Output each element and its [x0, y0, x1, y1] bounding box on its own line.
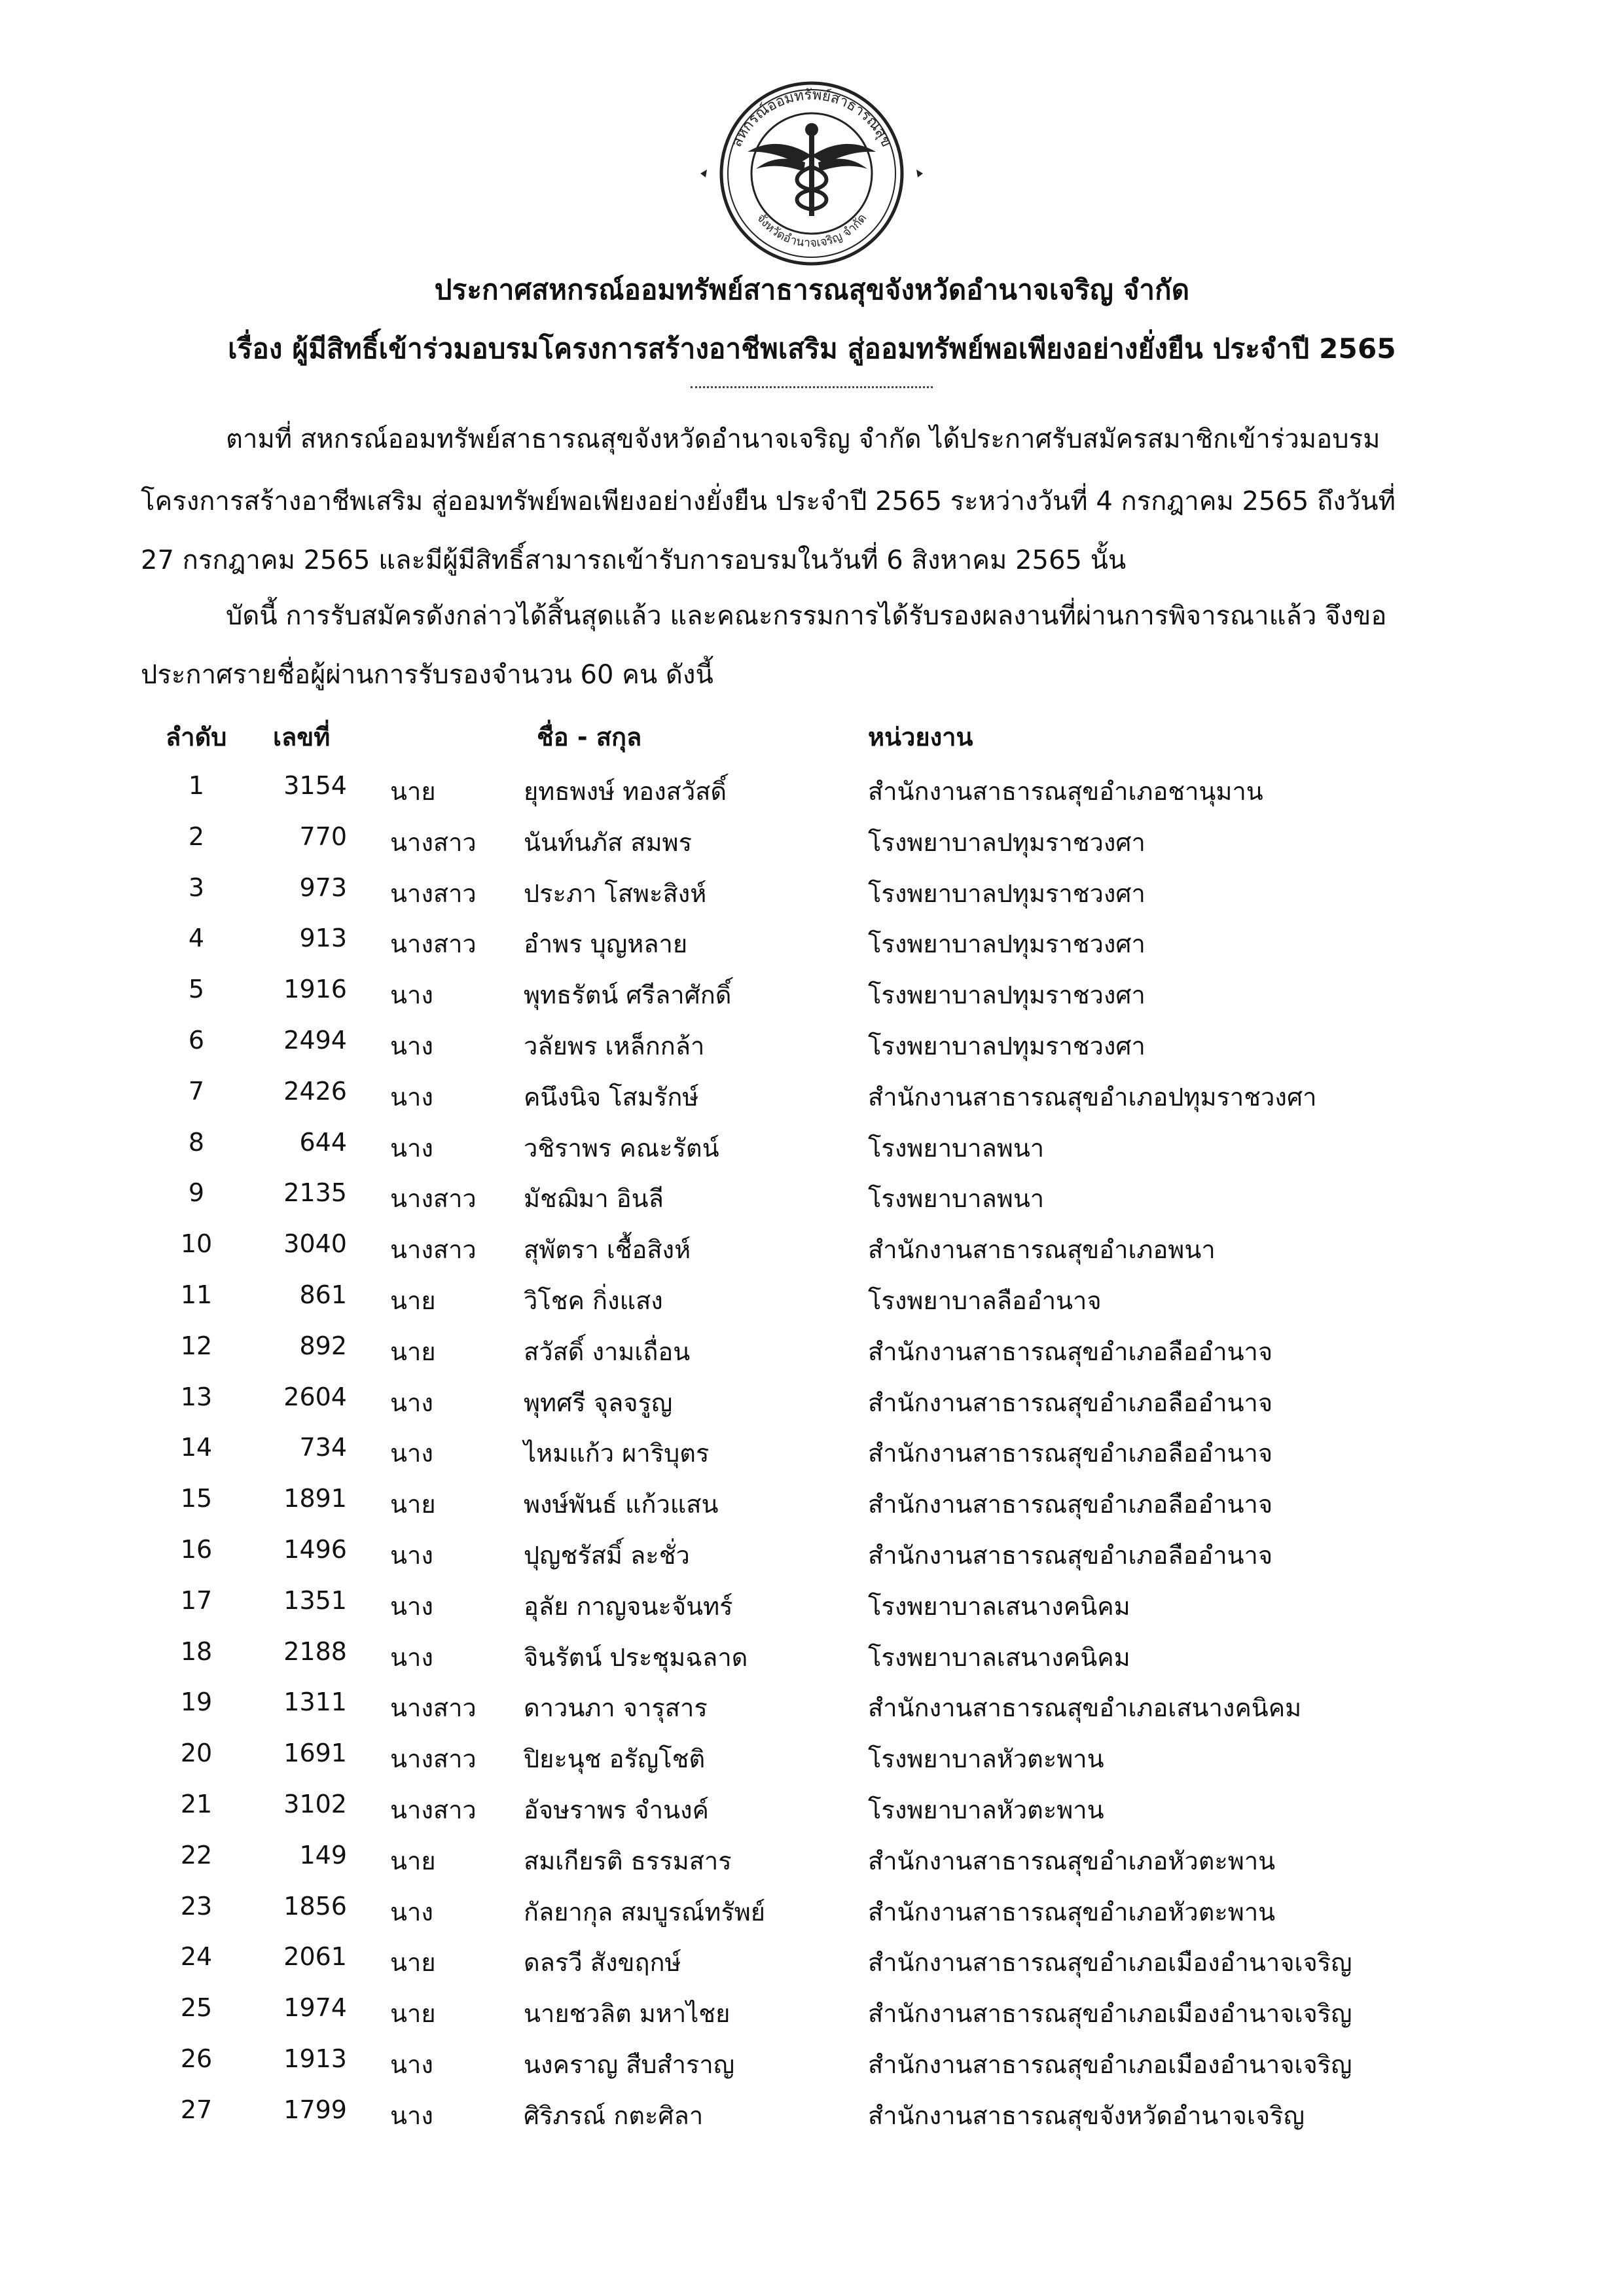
row-name: ดลรวี สังขฤกษ์ [524, 1948, 681, 1978]
row-title: นาง [390, 1897, 433, 1926]
row-title: นางสาว [390, 1744, 477, 1774]
cooperative-seal-icon [674, 79, 949, 268]
row-id: 861 [299, 1280, 347, 1309]
header-seq: ลำดับ [166, 723, 227, 751]
table-row [0, 822, 1624, 873]
row-title: นาย [390, 1337, 436, 1366]
row-seq: 5 [188, 975, 205, 1004]
row-unit: สำนักงานสาธารณสุขอำเภอเมืองอำนาจเจริญ [868, 1999, 1352, 2029]
row-name: กัลยากุล สมบูรณ์ทรัพย์ [524, 1897, 766, 1926]
row-id: 1496 [283, 1535, 347, 1564]
row-name: จินรัตน์ ประชุมฉลาด [524, 1642, 748, 1672]
row-id: 1974 [283, 1993, 347, 2023]
row-title: นางสาว [390, 1693, 477, 1723]
row-seq: 26 [180, 2044, 213, 2073]
row-unit: สำนักงานสาธารณสุขอำเภอหัวตะพาน [868, 1846, 1276, 1875]
paragraph-2-line-1: บัดนี้ การรับสมัครดังกล่าวได้สิ้นสุดแล้ว และคณะกรรมการได้รับรองผลงานที่ผ่านการพิจารณาแล้ว จึงขอ [226, 601, 1387, 631]
table-row [0, 1077, 1624, 1128]
row-name: คนึงนิจ โสมรักษ์ [524, 1082, 699, 1111]
seal-top-text: สหกรณ์ออมทรัพย์สาธารณสุข [729, 86, 895, 150]
row-title: นางสาว [390, 1796, 477, 1824]
row-unit: โรงพยาบาลพนา [868, 1133, 1045, 1163]
table-row [0, 1280, 1624, 1331]
row-name: สวัสดิ์ งามเถื่อน [524, 1337, 691, 1366]
row-id: 2494 [283, 1026, 347, 1055]
row-name: ดาวนภา จารุสาร [524, 1693, 708, 1723]
row-title: นาย [390, 1286, 436, 1315]
table-row [0, 1229, 1624, 1280]
row-name: อัจษราพร จำนงค์ [524, 1796, 709, 1824]
table-row [0, 975, 1624, 1026]
table-row [0, 873, 1624, 924]
row-seq: 17 [180, 1585, 213, 1615]
row-name: พุทศรี จุลจรูญ [524, 1388, 673, 1417]
row-name: นงคราญ สืบสำราญ [524, 2050, 735, 2079]
row-id: 1913 [283, 2044, 347, 2073]
row-id: 2061 [283, 1942, 347, 1972]
row-id: 2604 [283, 1382, 347, 1411]
row-id: 3040 [283, 1229, 347, 1259]
row-unit: โรงพยาบาลปทุมราชวงศา [868, 981, 1146, 1010]
row-id: 1799 [283, 2095, 347, 2124]
row-id: 2135 [283, 1178, 347, 1208]
row-seq: 20 [180, 1739, 213, 1768]
table-row [0, 1178, 1624, 1229]
table-row [0, 1739, 1624, 1790]
row-title: นาง [390, 1439, 433, 1468]
row-id: 1311 [283, 1688, 347, 1717]
row-name: ศิริภรณ์ กตะศิลา [524, 2101, 704, 2130]
row-id: 734 [299, 1433, 347, 1462]
row-unit: สำนักงานสาธารณสุขอำเภอลืออำนาจ [868, 1337, 1273, 1366]
row-id: 2188 [283, 1636, 347, 1666]
row-seq: 12 [180, 1331, 213, 1360]
row-seq: 2 [188, 822, 205, 851]
table-row [0, 1382, 1624, 1434]
row-title: นางสาว [390, 1235, 477, 1265]
row-name: ยุทธพงษ์ ทองสวัสดิ์ [524, 777, 727, 806]
row-unit: สำนักงานสาธารณสุขอำเภอลืออำนาจ [868, 1439, 1273, 1468]
row-seq: 11 [180, 1280, 213, 1309]
row-unit: สำนักงานสาธารณสุขอำเภอหัวตะพาน [868, 1897, 1276, 1926]
table-row [0, 1535, 1624, 1586]
table-row [0, 1026, 1624, 1077]
header-name: ชื่อ - สกุล [537, 723, 642, 751]
table-row [0, 771, 1624, 822]
row-unit: โรงพยาบาลหัวตะพาน [868, 1744, 1104, 1774]
row-seq: 16 [180, 1535, 213, 1564]
table-row [0, 1128, 1624, 1179]
row-name: นันท์นภัส สมพร [524, 827, 693, 857]
table-row [0, 2044, 1624, 2095]
row-name: นายชวลิต มหาไชย [524, 1999, 731, 2029]
row-title: นางสาว [390, 1184, 477, 1214]
row-id: 2426 [283, 1076, 347, 1106]
row-title: นาง [390, 1642, 433, 1672]
row-seq: 21 [180, 1790, 213, 1818]
row-seq: 19 [180, 1688, 213, 1717]
row-unit: โรงพยาบาลปทุมราชวงศา [868, 827, 1146, 857]
row-seq: 4 [188, 924, 205, 953]
row-unit: สำนักงานสาธารณสุขอำเภอปทุมราชวงศา [868, 1082, 1317, 1111]
row-title: นาง [390, 2101, 433, 2130]
row-id: 770 [299, 822, 347, 851]
row-seq: 1 [188, 771, 205, 800]
row-unit: โรงพยาบาลปทุมราชวงศา [868, 878, 1146, 908]
row-title: นาง [390, 1541, 433, 1570]
table-row [0, 1433, 1624, 1484]
row-title: นาง [390, 1082, 433, 1111]
row-unit: โรงพยาบาลปทุมราชวงศา [868, 930, 1146, 959]
row-seq: 22 [180, 1840, 213, 1870]
row-unit: สำนักงานสาธารณสุขจังหวัดอำนาจเจริญ [868, 2101, 1305, 2130]
table-row [0, 1688, 1624, 1739]
header-id: เลขที่ [273, 723, 331, 751]
row-unit: โรงพยาบาลหัวตะพาน [868, 1796, 1104, 1824]
row-title: นาย [390, 1999, 436, 2029]
row-id: 1856 [283, 1891, 347, 1921]
row-seq: 27 [180, 2095, 213, 2124]
row-seq: 10 [180, 1229, 213, 1259]
row-name: ปิยะนุช อรัญโชติ [524, 1744, 706, 1774]
row-unit: สำนักงานสาธารณสุขอำเภอพนา [868, 1235, 1216, 1265]
row-name: วิโชค กิ่งแสง [524, 1286, 663, 1315]
row-title: นาง [390, 981, 433, 1010]
row-seq: 18 [180, 1636, 213, 1666]
row-unit: สำนักงานสาธารณสุขอำเภอลืออำนาจ [868, 1388, 1273, 1417]
row-unit: สำนักงานสาธารณสุขอำเภอลืออำนาจ [868, 1541, 1273, 1570]
row-name: พุทธรัตน์ ศรีลาศักดิ์ [524, 981, 732, 1010]
row-unit: สำนักงานสาธารณสุขอำเภอเสนางคนิคม [868, 1693, 1302, 1723]
row-unit: สำนักงานสาธารณสุขอำเภอชานุมาน [868, 777, 1263, 806]
row-seq: 6 [188, 1026, 205, 1055]
row-id: 973 [299, 873, 347, 902]
row-seq: 7 [188, 1076, 205, 1106]
row-seq: 13 [180, 1382, 213, 1411]
table-row [0, 1892, 1624, 1943]
table-row [0, 1942, 1624, 1993]
announcement-subject: เรื่อง ผู้มีสิทธิ์เข้าร่วมอบรมโครงการสร้างอาชีพเสริม สู่ออมทรัพย์พอเพียงอย่างยั่งยืน ประจำปี 2565 [228, 333, 1396, 365]
row-title: นาย [390, 1490, 436, 1519]
row-seq: 3 [188, 873, 205, 902]
row-unit: โรงพยาบาลพนา [868, 1184, 1045, 1214]
row-title: นางสาว [390, 878, 477, 908]
row-title: นาย [390, 1948, 436, 1978]
row-title: นาย [390, 1846, 436, 1875]
row-id: 149 [299, 1840, 347, 1870]
table-row [0, 1586, 1624, 1637]
row-name: พงษ์พันธ์ แก้วแสน [524, 1490, 719, 1519]
header-unit: หน่วยงาน [868, 723, 973, 751]
paragraph-1-line-1: ตามที่ สหกรณ์ออมทรัพย์สาธารณสุขจังหวัดอำนาจเจริญ จำกัด ได้ประกาศรับสมัครสมาชิกเข้าร่วมอบรม [226, 424, 1380, 454]
row-name: มัชฌิมา อินลี [524, 1184, 664, 1214]
table-row [0, 1331, 1624, 1382]
row-unit: สำนักงานสาธารณสุขอำเภอลืออำนาจ [868, 1490, 1273, 1519]
row-id: 913 [299, 924, 347, 953]
row-title: นาง [390, 2050, 433, 2079]
row-seq: 14 [180, 1433, 213, 1462]
row-id: 1691 [283, 1739, 347, 1768]
table-row [0, 1484, 1624, 1535]
row-seq: 9 [188, 1178, 205, 1208]
row-unit: สำนักงานสาธารณสุขอำเภอเมืองอำนาจเจริญ [868, 2050, 1352, 2079]
table-row [0, 1637, 1624, 1688]
paragraph-2-line-2: ประกาศรายชื่อผู้ผ่านการรับรองจำนวน 60 คน ดังนี้ [141, 660, 713, 690]
row-id: 644 [299, 1127, 347, 1157]
row-unit: โรงพยาบาลเสนางคนิคม [868, 1642, 1130, 1672]
row-seq: 23 [180, 1891, 213, 1921]
announcement-title: ประกาศสหกรณ์ออมทรัพย์สาธารณสุขจังหวัดอำนาจเจริญ จำกัด [434, 274, 1190, 306]
row-title: นาย [390, 777, 436, 806]
table-row [0, 1790, 1624, 1841]
table-row [0, 2095, 1624, 2146]
row-title: นาง [390, 1388, 433, 1417]
row-seq: 25 [180, 1993, 213, 2023]
row-unit: โรงพยาบาลลืออำนาจ [868, 1286, 1102, 1315]
row-unit: โรงพยาบาลปทุมราชวงศา [868, 1032, 1146, 1060]
row-unit: สำนักงานสาธารณสุขอำเภอเมืองอำนาจเจริญ [868, 1948, 1352, 1978]
row-name: วชิราพร คณะรัตน์ [524, 1133, 719, 1163]
row-name: อุลัย กาญจนะจันทร์ [524, 1591, 733, 1621]
row-name: อำพร บุญหลาย [524, 930, 688, 959]
row-id: 3154 [283, 771, 347, 800]
paragraph-1-line-3: 27 กรกฎาคม 2565 และมีผู้มีสิทธิ์สามารถเข้ารับการอบรมในวันที่ 6 สิงหาคม 2565 นั้น [141, 545, 1127, 575]
paragraph-1-line-2: โครงการสร้างอาชีพเสริม สู่ออมทรัพย์พอเพียงอย่างยั่งยืน ประจำปี 2565 ระหว่างวันที่ 4 กรกฎาคม 2565 ถึงวันที่ [141, 486, 1396, 516]
row-title: นางสาว [390, 930, 477, 959]
row-id: 1351 [283, 1585, 347, 1615]
row-seq: 15 [180, 1484, 213, 1513]
table-row [0, 1841, 1624, 1892]
seal-bottom-text: จังหวัดอำนาจเจริญ จำกัด [753, 211, 870, 251]
row-title: นางสาว [390, 827, 477, 857]
row-name: สมเกียรติ ธรรมสาร [524, 1846, 732, 1875]
row-seq: 24 [180, 1942, 213, 1972]
table-row [0, 1993, 1624, 2044]
dotted-divider [691, 386, 933, 388]
row-id: 1891 [283, 1484, 347, 1513]
row-name: ปุญชรัสมิ์ ละชั่ว [524, 1541, 690, 1570]
row-title: นาง [390, 1591, 433, 1621]
row-title: นาง [390, 1032, 433, 1060]
row-id: 1916 [283, 975, 347, 1004]
row-unit: โรงพยาบาลเสนางคนิคม [868, 1591, 1130, 1621]
row-name: สุพัตรา เชื้อสิงห์ [524, 1235, 691, 1265]
row-title: นาง [390, 1133, 433, 1163]
row-name: ประภา โสพะสิงห์ [524, 878, 707, 908]
row-name: ไหมแก้ว ผาริบุตร [524, 1439, 710, 1468]
row-seq: 8 [188, 1127, 205, 1157]
row-name: วลัยพร เหล็กกล้า [524, 1032, 705, 1060]
row-id: 892 [299, 1331, 347, 1360]
table-row [0, 924, 1624, 975]
row-id: 3102 [283, 1790, 347, 1818]
